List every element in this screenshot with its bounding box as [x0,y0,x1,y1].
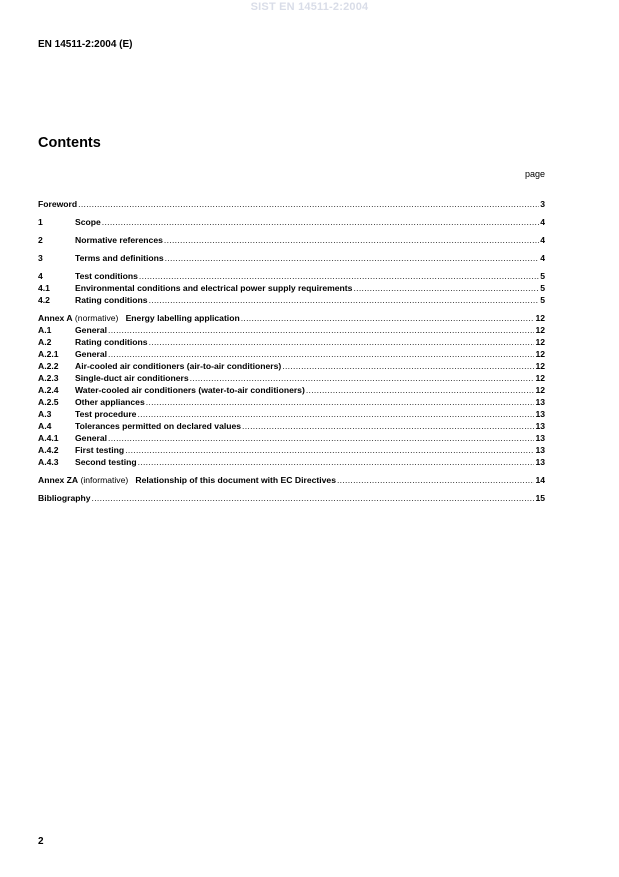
toc-title: General [75,325,108,335]
toc-number: A.1 [38,325,52,335]
toc-page: 4 [540,235,545,245]
toc-entry[interactable] [38,324,545,336]
toc-title: Rating conditions [75,337,148,347]
toc-number: A.4 [38,421,52,431]
toc-page: 13 [535,397,545,407]
toc-page: 14 [535,475,545,485]
contents-title: Contents [38,135,101,151]
toc-title: Bibliography [38,493,91,503]
toc-title: Tolerances permitted on declared values [75,421,242,431]
toc-number: A.2.3 [38,373,59,383]
toc-number: A.2.5 [38,397,59,407]
toc-entry[interactable] [38,372,545,384]
toc-title: Annex ZA [38,475,79,485]
toc-title: First testing [75,445,125,455]
toc-entry[interactable] [38,294,545,306]
page-column-label: page [524,169,545,179]
toc-number: A.2 [38,337,52,347]
toc-page: 12 [535,325,545,335]
toc-title: Terms and definitions [75,253,164,263]
page-number: 2 [38,836,44,847]
watermark: SIST EN 14511-2:2004 [250,1,369,13]
toc-qualifier: (normative) [72,313,126,323]
toc-number: A.2.1 [38,349,59,359]
toc-entry[interactable] [38,282,545,294]
toc-page: 13 [535,445,545,455]
toc-title: Water-cooled air conditioners (water-to-air conditioners) [75,385,305,395]
toc-page: 4 [540,253,545,263]
toc-entry-annex-a[interactable] [38,312,545,324]
toc-entry[interactable] [38,408,545,420]
toc-entry[interactable] [38,360,545,372]
toc-subtitle: Relationship of this document with EC Directives [135,475,336,485]
table-of-contents [38,198,545,504]
toc-title: Scope [75,217,101,227]
toc-page: 13 [535,433,545,443]
toc-page: 5 [540,271,545,281]
toc-number: 4.1 [38,283,50,293]
toc-number: A.4.3 [38,457,59,467]
toc-number: A.3 [38,409,52,419]
toc-number: A.2.4 [38,385,59,395]
toc-page: 12 [535,337,545,347]
toc-entry[interactable] [38,432,545,444]
toc-number: 3 [38,253,43,263]
toc-entry-bibliography[interactable] [38,492,545,504]
toc-title: Normative references [75,235,163,245]
toc-subtitle: Energy labelling application [125,313,240,323]
toc-entry-annex-za[interactable] [38,474,545,486]
toc-page: 5 [540,283,545,293]
toc-entry[interactable] [38,252,545,264]
toc-number: 4.2 [38,295,50,305]
toc-title: Air-cooled air conditioners (air-to-air conditioners) [75,361,282,371]
toc-page: 12 [535,349,545,359]
toc-entry[interactable] [38,336,545,348]
toc-entry-foreword[interactable] [38,198,545,210]
toc-title: General [75,349,108,359]
toc-title: Environmental conditions and electrical power supply requirements [75,283,353,293]
toc-page: 12 [535,373,545,383]
toc-page: 12 [535,385,545,395]
toc-entry[interactable] [38,270,545,282]
toc-entry[interactable] [38,216,545,228]
toc-page: 12 [535,361,545,371]
toc-number: A.4.2 [38,445,59,455]
toc-page: 13 [535,409,545,419]
toc-title: Annex A [38,313,73,323]
toc-number: 1 [38,217,43,227]
toc-page: 5 [540,295,545,305]
toc-entry[interactable] [38,348,545,360]
toc-title: Single-duct air conditioners [75,373,189,383]
toc-page: 13 [535,457,545,467]
toc-entry[interactable] [38,234,545,246]
toc-entry[interactable] [38,384,545,396]
toc-title: Foreword [38,199,78,209]
toc-title: Test procedure [75,409,137,419]
toc-title: General [75,433,108,443]
toc-page: 3 [540,199,545,209]
toc-qualifier: (informative) [78,475,136,485]
toc-entry[interactable] [38,444,545,456]
toc-number: 2 [38,235,43,245]
toc-title: Test conditions [75,271,138,281]
toc-title: Rating conditions [75,295,148,305]
toc-page: 15 [535,493,545,503]
document-id: EN 14511-2:2004 (E) [38,39,133,50]
toc-number: A.2.2 [38,361,59,371]
toc-title: Other appliances [75,397,145,407]
toc-number: A.4.1 [38,433,59,443]
toc-page: 13 [535,421,545,431]
toc-entry[interactable] [38,396,545,408]
toc-entry[interactable] [38,456,545,468]
toc-page: 12 [535,313,545,323]
toc-number: 4 [38,271,43,281]
toc-title: Second testing [75,457,137,467]
toc-page: 4 [540,217,545,227]
toc-entry[interactable] [38,420,545,432]
